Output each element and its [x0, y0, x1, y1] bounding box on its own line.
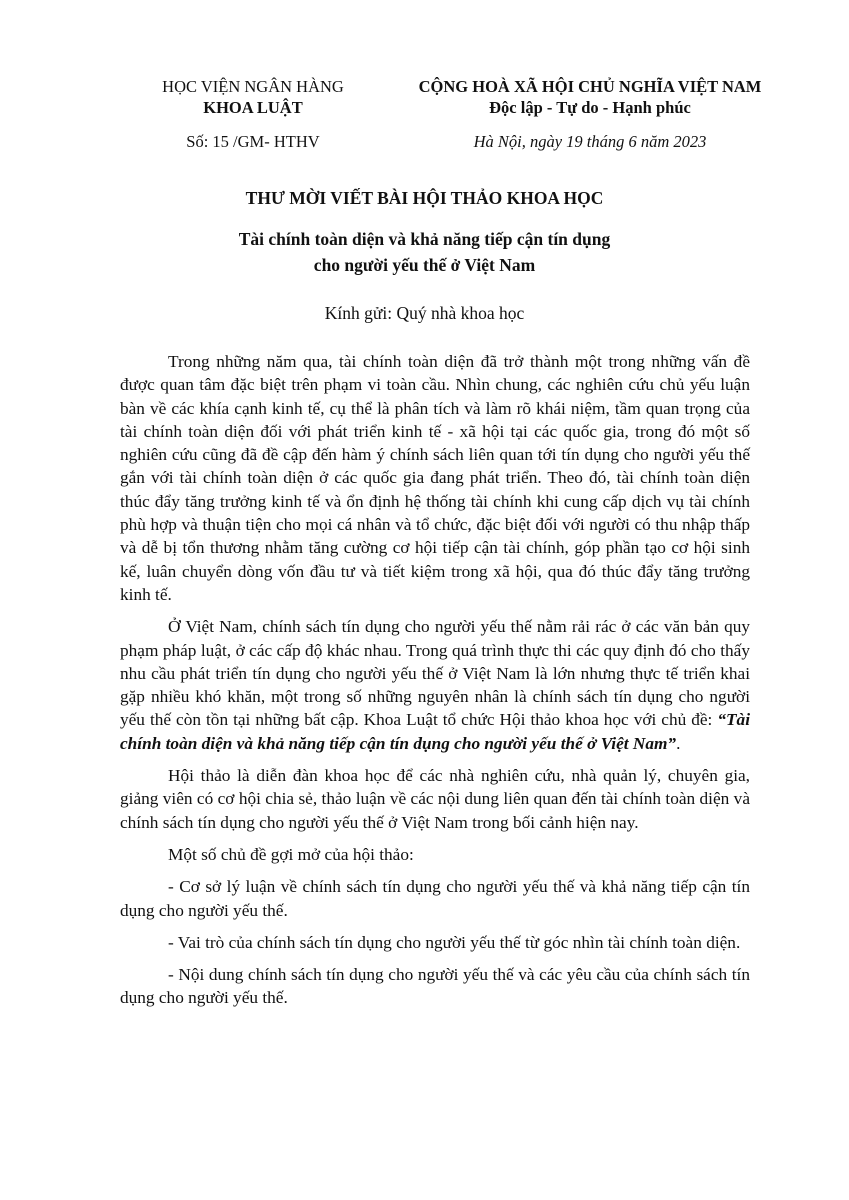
- dateline: Hà Nội, ngày 19 tháng 6 năm 2023: [473, 132, 707, 151]
- document-number: Số: 15 /GM- HTHV: [186, 132, 320, 151]
- topic-item: - Nội dung chính sách tín dụng cho người yếu thế và các yêu cầu của chính sách tín dụng cho người yếu thế.: [120, 965, 750, 1008]
- letter-title: THƯ MỜI VIẾT BÀI HỘI THẢO KHOA HỌC: [245, 188, 604, 208]
- letter-body: [120, 350, 750, 1019]
- letter-subtitle: [0, 226, 849, 278]
- topic-item: - Vai trò của chính sách tín dụng cho người yếu thế từ góc nhìn tài chính toàn diện.: [168, 932, 741, 952]
- issuer-block: [148, 76, 358, 152]
- country-name: CỘNG HOÀ XÃ HỘI CHỦ NGHĨA VIỆT NAM: [418, 77, 762, 96]
- subtitle-line-2: cho người yếu thế ở Việt Nam: [313, 255, 536, 275]
- subtitle-line-1: Tài chính toàn diện và khả năng tiếp cận tín dụng: [238, 229, 611, 249]
- paragraph-2: [120, 615, 750, 755]
- paragraph-3: Hội thảo là diễn đàn khoa học để các nhà nghiên cứu, nhà quản lý, chuyên gia, giảng viên có cơ hội chia sẻ, thảo luận về các nội dung liên quan đến tài chính toàn diện và chính sách tín dụng cho người yếu thế ở Việt Nam trong bối cảnh hiện nay.: [120, 766, 750, 832]
- issuer-dept: KHOA LUẬT: [203, 98, 303, 117]
- national-header: [410, 76, 770, 152]
- greeting: Kính gửi: Quý nhà khoa học: [324, 303, 525, 323]
- topics-intro: Một số chủ đề gợi mở của hội thảo:: [168, 844, 414, 864]
- national-motto: Độc lập - Tự do - Hạnh phúc: [489, 98, 691, 117]
- paragraph-2-end: .: [676, 733, 681, 753]
- conference-theme: “Tài chính toàn diện và khả năng tiếp cận tín dụng cho người yếu thế ở Việt Nam”: [120, 710, 750, 753]
- paragraph-2-text: Ở Việt Nam, chính sách tín dụng cho người yếu thế nằm rải rác ở các văn bản quy phạm pháp luật, ở các cấp độ khác nhau. Trong quá trình thực thi các quy định đó cho thấy nhu cầu phát triển tín dụng cho người yếu thế ở Việt Nam là lớn nhưng thực tế triển khai gặp nhiều khó khăn, một trong số những nguyên nhân là chính sách tín dụng cho người yếu thế còn tồn tại những bất cập. Khoa Luật tổ chức Hội thảo khoa học với chủ đề:: [120, 617, 750, 730]
- topic-item: - Cơ sở lý luận về chính sách tín dụng cho người yếu thế và khả năng tiếp cận tín dụng cho người yếu thế.: [120, 877, 750, 920]
- paragraph-1: Trong những năm qua, tài chính toàn diện đã trở thành một trong những vấn đề được quan tâm đặc biệt trên phạm vi toàn cầu. Nhìn chung, các nghiên cứu chủ yếu luận bàn về các khía cạnh kinh tế, cụ thể là phân tích và làm rõ khái niệm, tầm quan trọng của tài chính toàn diện đối với phát triển kinh tế - xã hội tại các quốc gia, trong đó một số nghiên cứu cũng đã đề cập đến hàm ý chính sách liên quan tới tín dụng cho người yếu thế gắn với tài chính toàn diện ở các quốc gia đang phát triển. Theo đó, tài chính toàn diện thúc đẩy tăng trưởng kinh tế và ổn định hệ thống tài chính khi cung cấp dịch vụ tài chính phù hợp và thuận tiện cho mọi cá nhân và tổ chức, đặc biệt đối với người có thu nhập thấp và dễ bị tổn thương nhằm tăng cường cơ hội tiếp cận tài chính, góp phần tạo cơ hội sinh kế, luân chuyển dòng vốn đầu tư và tiết kiệm trong xã hội, qua đó thúc đẩy tăng trưởng kinh tế.: [120, 352, 750, 604]
- issuer-org: HỌC VIỆN NGÂN HÀNG: [162, 77, 344, 96]
